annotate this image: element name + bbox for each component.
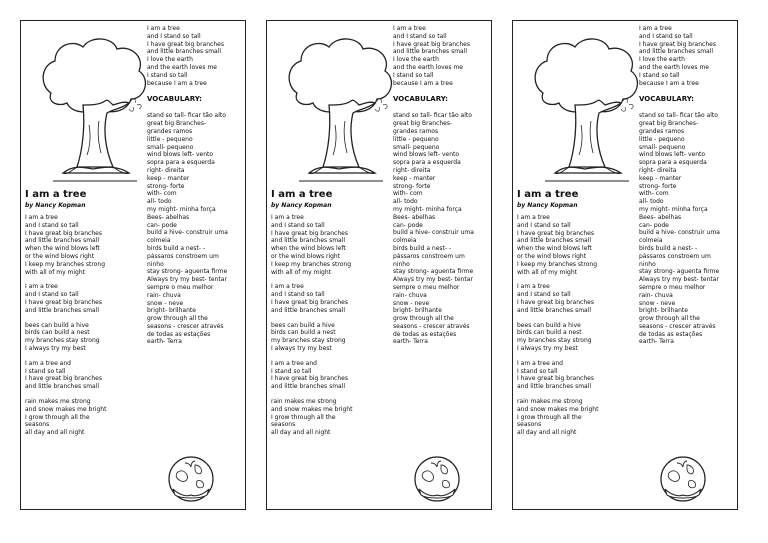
poem-line: bees can build a hive bbox=[517, 321, 581, 329]
poem-line: I am a tree bbox=[271, 283, 304, 291]
vocab-item: with- com bbox=[147, 190, 177, 198]
vocab-item: all- todo bbox=[147, 198, 172, 206]
vocab-item: grow through all the bbox=[639, 315, 700, 323]
bookmark-panel-2 bbox=[266, 20, 492, 510]
bookmark-panel-3 bbox=[512, 20, 738, 510]
poem-line: I am a tree bbox=[393, 25, 426, 32]
poem-line: and little branches small bbox=[25, 306, 100, 314]
vocab-item: little - pequeno bbox=[393, 135, 439, 143]
poem-line: I have great big branches bbox=[25, 298, 102, 306]
poem-line: I have great big branches bbox=[517, 375, 594, 383]
vocabulary-list bbox=[147, 112, 247, 346]
poem-column bbox=[271, 189, 395, 444]
stanza-3 bbox=[517, 322, 641, 353]
poem-line: and little branches small bbox=[25, 383, 100, 391]
poem-line: when the wind blows left bbox=[271, 245, 346, 253]
poem-line: when the wind blows left bbox=[517, 245, 592, 253]
stanza-2 bbox=[25, 283, 149, 314]
poem-line: and little branches small bbox=[147, 48, 222, 56]
stanza-5 bbox=[517, 398, 641, 437]
top-stanza bbox=[147, 25, 247, 87]
vocab-item: colmeia bbox=[147, 237, 171, 245]
vocab-item: sopra para a esquerda bbox=[393, 159, 461, 167]
vocab-item: pássaros constroem um bbox=[639, 252, 711, 260]
poem-line: and I stand so tall bbox=[25, 221, 79, 229]
vocabulary-heading: VOCABULARY: bbox=[639, 95, 694, 104]
poem-line: seasons bbox=[517, 421, 542, 429]
vocab-item: sopra para a esquerda bbox=[639, 159, 707, 167]
tree-illustration bbox=[33, 29, 155, 187]
poem-line: I stand so tall bbox=[517, 367, 558, 375]
vocab-item: ninho bbox=[147, 260, 164, 268]
poem-line: I am a tree bbox=[25, 283, 58, 291]
poem-line: I stand so tall bbox=[393, 71, 434, 79]
tree-illustration bbox=[279, 29, 401, 187]
vocab-item: snow - neve bbox=[393, 299, 430, 307]
poem-line: I stand so tall bbox=[639, 71, 680, 79]
poem-line: and the earth loves me bbox=[147, 63, 217, 71]
poem-line: I grow through all the bbox=[25, 413, 90, 421]
vocab-item: can- pode bbox=[147, 221, 177, 229]
poem-line: rain makes me strong bbox=[25, 397, 91, 405]
poem-line: I grow through all the bbox=[517, 413, 582, 421]
stanza-1 bbox=[517, 214, 641, 276]
poem-line: I am a tree bbox=[147, 25, 180, 32]
stanza-1 bbox=[271, 214, 395, 276]
poem-line: I am a tree and bbox=[271, 359, 317, 367]
poem-line: and snow makes me bright bbox=[271, 405, 353, 413]
poem-line: I always try my best bbox=[25, 344, 86, 352]
vocabulary-list bbox=[639, 112, 739, 346]
poem-line: and I stand so tall bbox=[271, 221, 325, 229]
poem-line: I keep my branches strong bbox=[517, 260, 598, 268]
vocab-item: birds build a nest- - bbox=[393, 244, 452, 252]
vocab-item: great big Branches- bbox=[393, 120, 453, 128]
poem-line: and the earth loves me bbox=[639, 63, 709, 71]
vocab-item: right- direita bbox=[393, 166, 431, 174]
vocab-item: with- com bbox=[393, 190, 423, 198]
poem-line: and I stand so tall bbox=[639, 32, 693, 40]
poem-line: I always try my best bbox=[271, 344, 332, 352]
poem-line: and I stand so tall bbox=[271, 291, 325, 299]
vocab-item: birds build a nest- - bbox=[639, 244, 698, 252]
poem-line: I have great big branches bbox=[271, 298, 348, 306]
poem-line: I am a tree and bbox=[517, 359, 563, 367]
vocab-item: build a hive- construir uma bbox=[393, 229, 474, 237]
poem-line: and I stand so tall bbox=[25, 291, 79, 299]
vocab-item: little - pequeno bbox=[639, 135, 685, 143]
poem-line: and snow makes me bright bbox=[517, 405, 599, 413]
poem-line: rain makes me strong bbox=[271, 397, 337, 405]
stanza-2 bbox=[517, 283, 641, 314]
vocab-item: grow through all the bbox=[147, 315, 208, 323]
vocab-item: all- todo bbox=[393, 198, 418, 206]
poem-line: I am a tree bbox=[517, 214, 550, 221]
vocab-item: seasons - crescer através bbox=[639, 322, 716, 330]
poem-author: by Nancy Kopman bbox=[25, 202, 86, 209]
poem-line: I stand so tall bbox=[25, 367, 66, 375]
poem-line: bees can build a hive bbox=[271, 321, 335, 329]
vocabulary-heading: VOCABULARY: bbox=[393, 95, 448, 104]
poem-line: and little branches small bbox=[517, 306, 592, 314]
poem-line: birds can build a nest bbox=[517, 329, 582, 337]
poem-line: I have great big branches bbox=[271, 229, 348, 237]
poem-line: all day and all night bbox=[271, 429, 331, 437]
vocabulary-column bbox=[147, 25, 247, 346]
vocab-item: earth- Terra bbox=[393, 338, 428, 346]
poem-line: all day and all night bbox=[517, 429, 577, 437]
vocab-item: Bees- abelhas bbox=[147, 213, 190, 221]
vocab-item: ninho bbox=[639, 260, 656, 268]
vocab-item: stay strong- aguenta firme bbox=[147, 268, 228, 276]
poem-line: with all of my might bbox=[517, 268, 578, 276]
vocabulary-list bbox=[393, 112, 493, 346]
poem-line: I stand so tall bbox=[147, 71, 188, 79]
vocab-item: my might- minha força bbox=[147, 205, 216, 213]
vocab-item: great big Branches- bbox=[639, 120, 699, 128]
poem-line: when the wind blows left bbox=[25, 245, 100, 253]
poem-line: I have great big branches bbox=[393, 40, 470, 48]
vocab-item: grandes ramos bbox=[393, 127, 439, 135]
vocab-item: colmeia bbox=[393, 237, 417, 245]
vocab-item: birds build a nest- - bbox=[147, 244, 206, 252]
vocab-item: grandes ramos bbox=[639, 127, 685, 135]
vocab-item: right- direita bbox=[639, 166, 677, 174]
poem-line: I stand so tall bbox=[271, 367, 312, 375]
vocab-item: strong- forte bbox=[393, 182, 431, 190]
vocab-item: stand so tall- ficar tão alto bbox=[393, 112, 472, 120]
vocab-item: rain- chuva bbox=[147, 291, 181, 299]
poem-line: my branches stay strong bbox=[517, 337, 592, 345]
vocab-item: earth- Terra bbox=[147, 338, 182, 346]
poem-line: rain makes me strong bbox=[517, 397, 583, 405]
poem-line: because I am a tree bbox=[393, 79, 453, 87]
poem-line: with all of my might bbox=[271, 268, 332, 276]
poem-line: and little branches small bbox=[517, 383, 592, 391]
vocab-item: sempre o meu melhor bbox=[393, 283, 460, 291]
poem-author: by Nancy Kopman bbox=[271, 202, 332, 209]
vocab-item: my might- minha força bbox=[639, 205, 708, 213]
vocab-item: wind blows left- vento bbox=[147, 151, 214, 159]
stanza-5 bbox=[25, 398, 149, 437]
poem-line: I always try my best bbox=[517, 344, 578, 352]
poem-line: with all of my might bbox=[25, 268, 86, 276]
poem-line: I am a tree and bbox=[25, 359, 71, 367]
vocab-item: wind blows left- vento bbox=[393, 151, 460, 159]
poem-line: because I am a tree bbox=[639, 79, 699, 87]
poem-line: I am a tree bbox=[517, 283, 550, 291]
vocab-item: Bees- abelhas bbox=[639, 213, 682, 221]
top-stanza bbox=[393, 25, 493, 87]
poem-line: or the wind blows right bbox=[25, 252, 95, 260]
poem-line: and little branches small bbox=[639, 48, 714, 56]
stanza-4 bbox=[25, 360, 149, 391]
poem-line: I am a tree bbox=[25, 214, 58, 221]
poem-line: and I stand so tall bbox=[393, 32, 447, 40]
vocab-item: Bees- abelhas bbox=[393, 213, 436, 221]
poem-line: seasons bbox=[25, 421, 50, 429]
vocab-item: grandes ramos bbox=[147, 127, 193, 135]
poem-line: and little branches small bbox=[271, 383, 346, 391]
vocab-item: build a hive- construir uma bbox=[147, 229, 228, 237]
poem-title: I am a tree bbox=[271, 189, 333, 200]
vocab-item: ninho bbox=[393, 260, 410, 268]
vocab-item: de todas as estações bbox=[147, 330, 211, 338]
earth-in-hands-icon bbox=[659, 455, 707, 503]
vocab-item: small- pequeno bbox=[639, 143, 686, 151]
poem-line: or the wind blows right bbox=[517, 252, 587, 260]
vocab-item: can- pode bbox=[393, 221, 423, 229]
poem-line: and little branches small bbox=[393, 48, 468, 56]
poem-line: I have great big branches bbox=[271, 375, 348, 383]
vocab-item: bright- brilhante bbox=[639, 307, 688, 315]
vocab-item: my might- minha força bbox=[393, 205, 462, 213]
vocab-item: snow - neve bbox=[639, 299, 676, 307]
poem-line: and snow makes me bright bbox=[25, 405, 107, 413]
poem-line: and little branches small bbox=[517, 237, 592, 245]
vocab-item: snow - neve bbox=[147, 299, 184, 307]
poem-line: seasons bbox=[271, 421, 296, 429]
vocabulary-column bbox=[393, 25, 493, 346]
stanza-4 bbox=[517, 360, 641, 391]
vocab-item: stay strong- aguenta firme bbox=[393, 268, 474, 276]
stanza-3 bbox=[25, 322, 149, 353]
vocab-item: keep - manter bbox=[393, 174, 436, 182]
poem-line: and little branches small bbox=[271, 237, 346, 245]
poem-line: my branches stay strong bbox=[25, 337, 100, 345]
vocab-item: great big Branches- bbox=[147, 120, 207, 128]
stanza-1 bbox=[25, 214, 149, 276]
poem-line: I love the earth bbox=[393, 56, 439, 64]
poem-title: I am a tree bbox=[25, 189, 87, 200]
vocab-item: bright- brilhante bbox=[147, 307, 196, 315]
poem-line: and I stand so tall bbox=[147, 32, 201, 40]
vocab-item: stand so tall- ficar tão alto bbox=[147, 112, 226, 120]
tree-illustration bbox=[525, 29, 647, 187]
poem-column bbox=[25, 189, 149, 444]
vocab-item: strong- forte bbox=[639, 182, 677, 190]
vocab-item: build a hive- construir uma bbox=[639, 229, 720, 237]
vocab-item: grow through all the bbox=[393, 315, 454, 323]
vocab-item: small- pequeno bbox=[147, 143, 194, 151]
poem-title: I am a tree bbox=[517, 189, 579, 200]
vocab-item: de todas as estações bbox=[639, 330, 703, 338]
poem-line: I have great big branches bbox=[25, 375, 102, 383]
poem-line: I am a tree bbox=[271, 214, 304, 221]
poem-line: all day and all night bbox=[25, 429, 85, 437]
vocab-item: keep - manter bbox=[639, 174, 682, 182]
stanza-2 bbox=[271, 283, 395, 314]
vocab-item: stay strong- aguenta firme bbox=[639, 268, 720, 276]
poem-line: I am a tree bbox=[639, 25, 672, 32]
vocabulary-column bbox=[639, 25, 739, 346]
poem-line: I love the earth bbox=[639, 56, 685, 64]
vocab-item: sopra para a esquerda bbox=[147, 159, 215, 167]
bookmark-panel-1 bbox=[20, 20, 246, 510]
poem-line: birds can build a nest bbox=[25, 329, 90, 337]
stanza-3 bbox=[271, 322, 395, 353]
vocab-item: sempre o meu melhor bbox=[639, 283, 706, 291]
vocab-item: little - pequeno bbox=[147, 135, 193, 143]
stanza-4 bbox=[271, 360, 395, 391]
top-stanza bbox=[639, 25, 739, 87]
vocab-item: colmeia bbox=[639, 237, 663, 245]
vocab-item: pássaros constroem um bbox=[393, 252, 465, 260]
vocabulary-heading: VOCABULARY: bbox=[147, 95, 202, 104]
poem-line: and little branches small bbox=[271, 306, 346, 314]
vocab-item: de todas as estações bbox=[393, 330, 457, 338]
vocab-item: seasons - crescer através bbox=[147, 322, 224, 330]
vocab-item: sempre o meu melhor bbox=[147, 283, 214, 291]
vocab-item: earth- Terra bbox=[639, 338, 674, 346]
vocab-item: pássaros constroem um bbox=[147, 252, 219, 260]
poem-line: and the earth loves me bbox=[393, 63, 463, 71]
vocab-item: right- direita bbox=[147, 166, 185, 174]
vocab-item: with- com bbox=[639, 190, 669, 198]
poem-line: or the wind blows right bbox=[271, 252, 341, 260]
poem-line: because I am a tree bbox=[147, 79, 207, 87]
vocab-item: Always try my best- tentar bbox=[147, 276, 227, 284]
poem-line: I have great big branches bbox=[147, 40, 224, 48]
poem-line: I have great big branches bbox=[517, 229, 594, 237]
vocab-item: seasons - crescer através bbox=[393, 322, 470, 330]
poem-line: and little branches small bbox=[25, 237, 100, 245]
vocab-item: rain- chuva bbox=[639, 291, 673, 299]
vocab-item: strong- forte bbox=[147, 182, 185, 190]
vocab-item: keep - manter bbox=[147, 174, 190, 182]
poem-line: I grow through all the bbox=[271, 413, 336, 421]
vocab-item: Always try my best- tentar bbox=[393, 276, 473, 284]
earth-in-hands-icon bbox=[413, 455, 461, 503]
poem-line: I have great big branches bbox=[639, 40, 716, 48]
poem-line: I love the earth bbox=[147, 56, 193, 64]
poem-line: bees can build a hive bbox=[25, 321, 89, 329]
poem-line: I keep my branches strong bbox=[25, 260, 106, 268]
poem-line: I keep my branches strong bbox=[271, 260, 352, 268]
poem-line: I have great big branches bbox=[25, 229, 102, 237]
vocab-item: wind blows left- vento bbox=[639, 151, 706, 159]
stanza-5 bbox=[271, 398, 395, 437]
vocab-item: all- todo bbox=[639, 198, 664, 206]
vocab-item: bright- brilhante bbox=[393, 307, 442, 315]
poem-line: I have great big branches bbox=[517, 298, 594, 306]
vocab-item: Always try my best- tentar bbox=[639, 276, 719, 284]
vocab-item: stand so tall- ficar tão alto bbox=[639, 112, 718, 120]
vocab-item: small- pequeno bbox=[393, 143, 440, 151]
vocab-item: can- pode bbox=[639, 221, 669, 229]
vocab-item: rain- chuva bbox=[393, 291, 427, 299]
poem-line: and I stand so tall bbox=[517, 221, 571, 229]
earth-in-hands-icon bbox=[167, 455, 215, 503]
poem-line: my branches stay strong bbox=[271, 337, 346, 345]
poem-author: by Nancy Kopman bbox=[517, 202, 578, 209]
poem-column bbox=[517, 189, 641, 444]
poem-line: birds can build a nest bbox=[271, 329, 336, 337]
poem-line: and I stand so tall bbox=[517, 291, 571, 299]
